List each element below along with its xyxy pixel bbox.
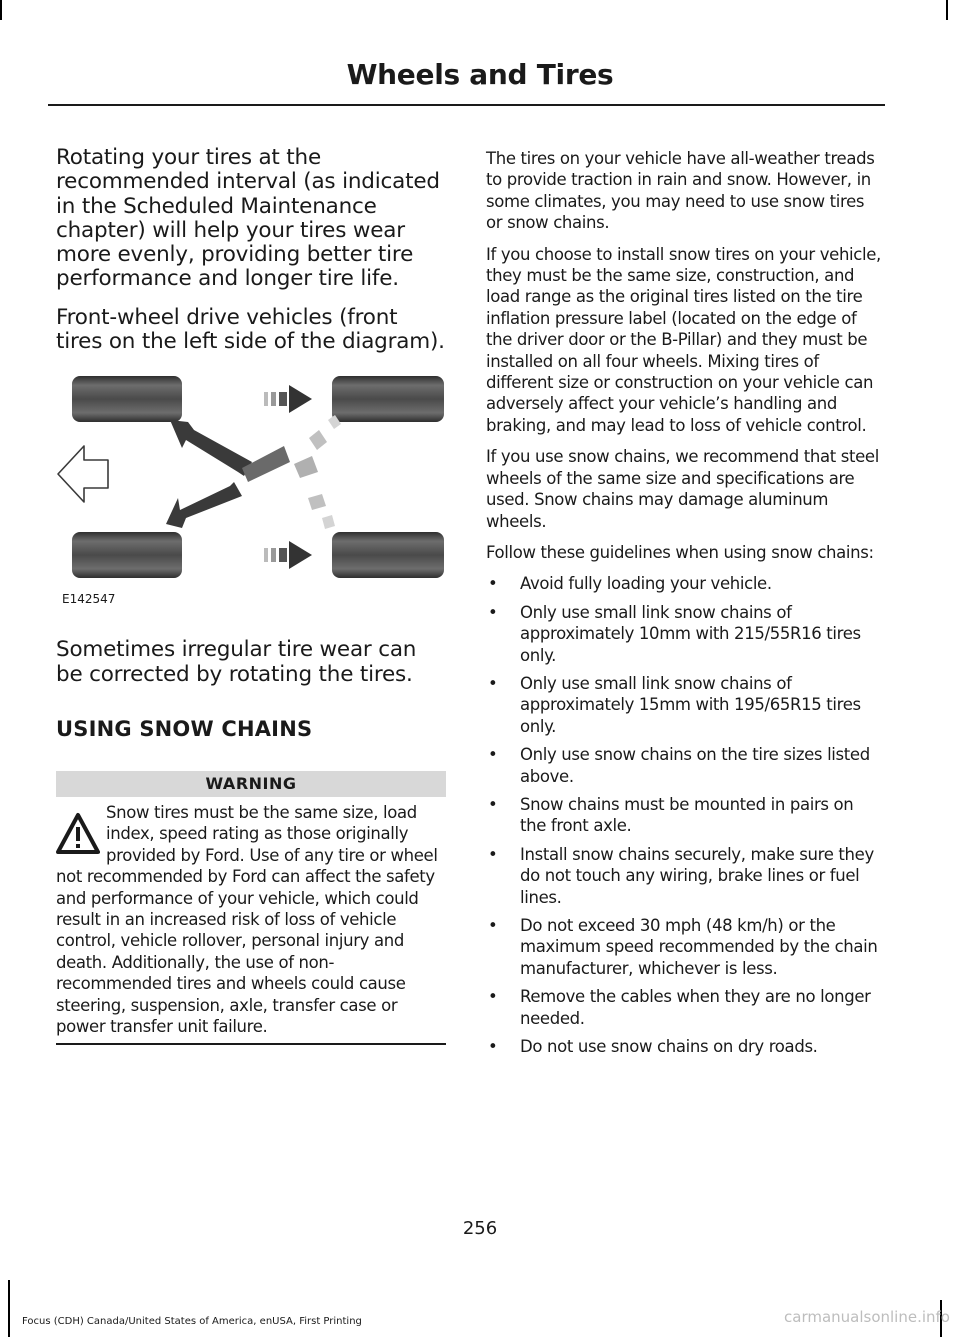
list-item: • Only use small link snow chains of approximately 10mm with 215/55R16 tires only. [486, 602, 882, 666]
guidelines-intro: Follow these guidelines when using snow chains: [486, 542, 874, 562]
snow-chains-paragraph: If you use snow chains, we recommend that steel wheels of the same size and specifications are used. Snow chains may damage aluminum wheels. [486, 447, 879, 531]
diagram-caption: Front-wheel drive vehicles (front tires on the left side of the diagram). [56, 304, 445, 355]
crop-mark-bottom-left [8, 1280, 10, 1337]
warning-divider [56, 1043, 446, 1045]
list-item: • Do not exceed 30 mph (48 km/h) or the maximum speed recommended by the chain manufacturer, whichever is less. [486, 915, 882, 979]
crop-mark-top-left [0, 0, 2, 20]
list-item: • Install snow chains securely, make sure they do not touch any wiring, brake lines or fuel lines. [486, 844, 882, 908]
tire-rotation-illustration [56, 368, 448, 588]
arrow-straight-bottom [264, 541, 312, 569]
figure-code: E142547 [62, 592, 116, 607]
guidelines-list [486, 573, 882, 1057]
cross-arrow-upper [170, 420, 252, 476]
warning-triangle-icon [56, 812, 100, 856]
header-divider [48, 104, 885, 106]
warning-label: WARNING [56, 771, 446, 797]
page-title: Wheels and Tires [346, 58, 614, 91]
tire-front-right [72, 532, 182, 578]
snow-tires-paragraph: If you choose to install snow tires on your vehicle, they must be the same size, construction, and load range as the original tires listed on the tire inflation pressure label (located on the edge of the driver door or the B-Pillar) and they must be installed on all four wheels. Mixing tires of different size or construction on your vehicle can adversely affect your vehicle’s handling and braking, and may lead to loss of vehicle control. [486, 244, 881, 435]
forward-direction-arrow [58, 446, 108, 502]
list-item: • Remove the cables when they are no longer needed. [486, 986, 882, 1029]
intro-paragraph: Rotating your tires at the recommended interval (as indicated in the Scheduled Maintenance chapter) will help your tires wear more evenly, providing better tire performance and longer tire life. [56, 145, 440, 292]
list-item: • Do not use snow chains on dry roads. [486, 1036, 882, 1057]
list-item: • Only use snow chains on the tire sizes listed above. [486, 744, 882, 787]
warning-box [56, 771, 446, 1045]
watermark: carmanualsonline.info [784, 1308, 950, 1326]
all-weather-paragraph: The tires on your vehicle have all-weather treads to provide traction in rain and snow. However, in some climates, you may need to use snow tires or snow chains. [486, 149, 875, 233]
right-column [486, 148, 882, 1064]
tire-rear-left [332, 376, 444, 422]
edition-footer: Focus (CDH) Canada/United States of America, enUSA, First Printing [22, 1316, 362, 1327]
tire-rotation-diagram [56, 368, 448, 616]
crop-mark-top-right [946, 0, 948, 20]
section-heading: USING SNOW CHAINS [56, 716, 313, 741]
arrow-straight-top [264, 385, 312, 413]
tire-front-left [72, 376, 182, 422]
list-item: • Snow chains must be mounted in pairs on the front axle. [486, 794, 882, 837]
tire-rear-right [332, 532, 444, 578]
warning-body [56, 797, 446, 1037]
warning-text: Snow tires must be the same size, load index, speed rating as those originally provided by Ford. Use of any tire or wheel not recommended by Ford can affect the safety and performance of your vehicle, which could result in an increased risk of loss of vehicle control, vehicle rollover, personal injury and death. Additionally, the use of non-recommended tires and wheels could cause steering, suspension, axle, transfer case or power transfer unit failure. [56, 802, 438, 1037]
cross-arrow-dashes [294, 415, 341, 529]
list-item: • Only use small link snow chains of approximately 15mm with 195/65R15 tires only. [486, 673, 882, 737]
list-item: • Avoid fully loading your vehicle. [486, 573, 882, 594]
cross-arrow-lower [166, 482, 242, 528]
left-column [56, 146, 448, 1045]
page-number: 256 [462, 1218, 498, 1239]
irregular-wear-paragraph: Sometimes irregular tire wear can be corrected by rotating the tires. [56, 637, 417, 687]
